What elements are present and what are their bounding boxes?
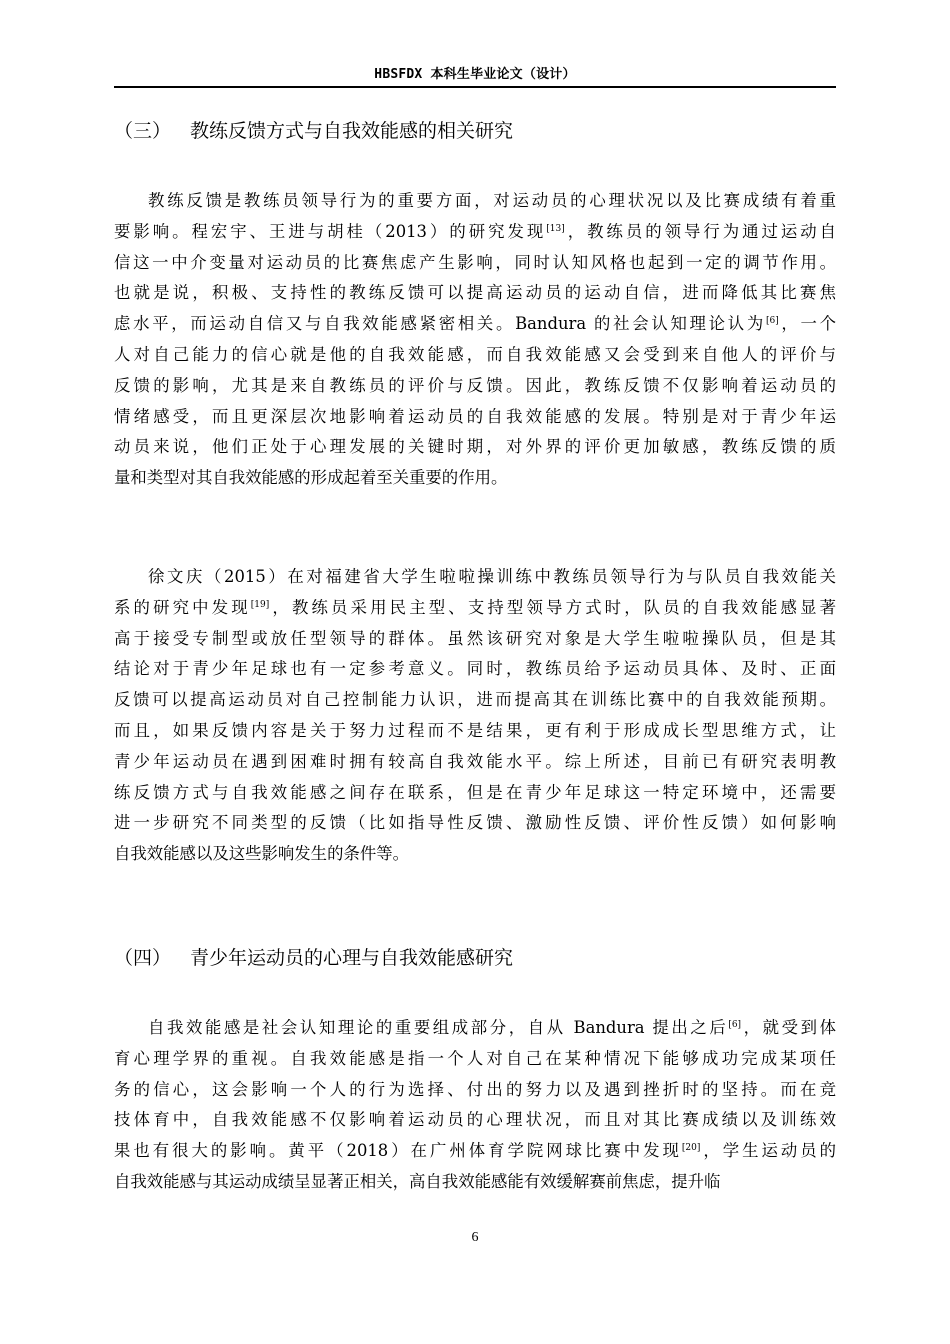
- line-text: ，一个: [778, 314, 836, 334]
- paragraph: [114, 186, 836, 494]
- line-text: ，学生运动员的: [700, 1141, 836, 1161]
- citation-ref: [20]: [681, 1143, 701, 1154]
- text-line: [114, 340, 836, 371]
- paragraph: [114, 1013, 836, 1198]
- text-line: [114, 562, 836, 593]
- text-line: [114, 685, 836, 716]
- line-text: 反馈可以提高运动员对自己控制能力认识，进而提高其在训练比赛中的自我效能预期。: [114, 690, 836, 710]
- line-text: 青少年运动员在遇到困难时拥有较高自我效能水平。综上所述，目前已有研究表明教: [114, 751, 836, 771]
- text-line: [114, 463, 836, 494]
- text-line: [114, 1167, 836, 1198]
- header-divider: [114, 86, 836, 88]
- line-text: 进一步研究不同类型的反馈（比如指导性反馈、激励性反馈、评价性反馈）如何影响: [114, 813, 836, 833]
- text-line: [114, 1044, 836, 1075]
- text-line: [114, 1136, 836, 1167]
- text-line: [114, 371, 836, 402]
- line-text: 结论对于青少年足球也有一定参考意义。同时，教练员给予运动员具体、及时、正面: [114, 659, 836, 679]
- text-line: [114, 716, 836, 747]
- line-text: 而且，如果反馈内容是关于努力过程而不是结果，更有利于形成成长型思维方式，让: [114, 720, 836, 740]
- text-line: [114, 1105, 836, 1136]
- text-line: [114, 839, 836, 870]
- line-text: 高于接受专制型或放任型领导的群体。虽然该研究对象是大学生啦啦操队员，但是其: [114, 628, 836, 648]
- text-line: [114, 432, 836, 463]
- text-line: [114, 1075, 836, 1106]
- line-text: 信这一中介变量对运动员的比赛焦虑产生影响，同时认知风格也起到一定的调节作用。: [114, 252, 836, 272]
- line-text: ，教练员的领导行为通过运动自: [564, 221, 836, 241]
- line-text: 动员来说，他们正处于心理发展的关键时期，对外界的评价更加敏感，教练反馈的质: [114, 437, 836, 457]
- text-line: [114, 593, 836, 624]
- section-heading-4: [114, 943, 836, 973]
- line-text: 自我效能感与其运动成绩呈显著正相关，高自我效能感能有效缓解赛前焦虑，提升临: [114, 1171, 721, 1191]
- line-text: 虑水平，而运动自信又与自我效能感紧密相关。Bandura 的社会认知理论认为: [114, 314, 766, 334]
- citation-ref: [19]: [250, 599, 270, 610]
- line-text: 情绪感受，而且更深层次地影响着运动员的自我效能感的发展。特别是对于青少年运: [114, 406, 836, 426]
- text-line: [114, 402, 836, 433]
- line-text: 自我效能感是社会认知理论的重要组成部分，自从 Bandura 提出之后: [148, 1018, 729, 1037]
- section-number: （四）: [114, 947, 172, 969]
- page-number: 6: [471, 1230, 479, 1245]
- line-text: 育心理学界的重视。自我效能感是指一个人对自己在某种情况下能够成功完成某项任: [114, 1048, 836, 1068]
- citation-ref: [13]: [546, 223, 565, 234]
- line-text: 徐文庆（2015）在对福建省大学生啦啦操训练中教练员领导行为与队员自我效能关: [148, 567, 836, 586]
- line-text: 技体育中，自我效能感不仅影响着运动员的心理状况，而且对其比赛成绩以及训练效: [114, 1110, 836, 1130]
- text-line: [114, 624, 836, 655]
- text-line: [114, 309, 836, 340]
- line-text: 反馈的影响，尤其是来自教练员的评价与反馈。因此，教练反馈不仅影响着运动员的: [114, 375, 836, 395]
- text-line: [114, 278, 836, 309]
- line-text: ，就受到体: [741, 1018, 836, 1037]
- line-text: 教练反馈是教练员领导行为的重要方面，对运动员的心理状况以及比赛成绩有着重: [148, 191, 836, 210]
- line-text: ，教练员采用民主型、支持型领导方式时，队员的自我效能感显著: [269, 597, 836, 617]
- line-text: 自我效能感以及这些影响发生的条件等。: [114, 844, 410, 864]
- text-line: [114, 217, 836, 248]
- citation-ref: [6]: [765, 316, 779, 327]
- line-text: 练反馈方式与自我效能感之间存在联系，但是在青少年足球这一特定环境中，还需要: [114, 782, 836, 802]
- line-text: 要影响。程宏宇、王进与胡桂（2013）的研究发现: [114, 221, 547, 241]
- line-text: 量和类型对其自我效能感的形成起着至关重要的作用。: [114, 468, 508, 488]
- line-text: 系的研究中发现: [114, 597, 251, 617]
- page-header: HBSFDX 本科生毕业论文（设计）: [374, 67, 576, 82]
- text-line: [114, 778, 836, 809]
- section-number: （三）: [114, 120, 172, 142]
- line-text: 务的信心，这会影响一个人的行为选择、付出的努力以及遇到挫折时的坚持。而在竞: [114, 1079, 836, 1099]
- text-line: [114, 747, 836, 778]
- citation-ref: [6]: [728, 1020, 742, 1030]
- section-title: 青少年运动员的心理与自我效能感研究: [190, 947, 514, 969]
- text-line: [114, 248, 836, 279]
- line-text: 也就是说，积极、支持性的教练反馈可以提高运动员的运动自信，进而降低其比赛焦: [114, 283, 836, 303]
- text-line: [114, 808, 836, 839]
- section-title: 教练反馈方式与自我效能感的相关研究: [190, 120, 514, 142]
- line-text: 果也有很大的影响。黄平（2018）在广州体育学院网球比赛中发现: [114, 1141, 682, 1161]
- text-line: [114, 1013, 836, 1044]
- text-line: [114, 186, 836, 217]
- section-heading-3: [114, 116, 836, 146]
- text-line: [114, 654, 836, 685]
- paragraph: [114, 562, 836, 870]
- line-text: 人对自己能力的信心就是他的自我效能感，而自我效能感又会受到来自他人的评价与: [114, 344, 836, 364]
